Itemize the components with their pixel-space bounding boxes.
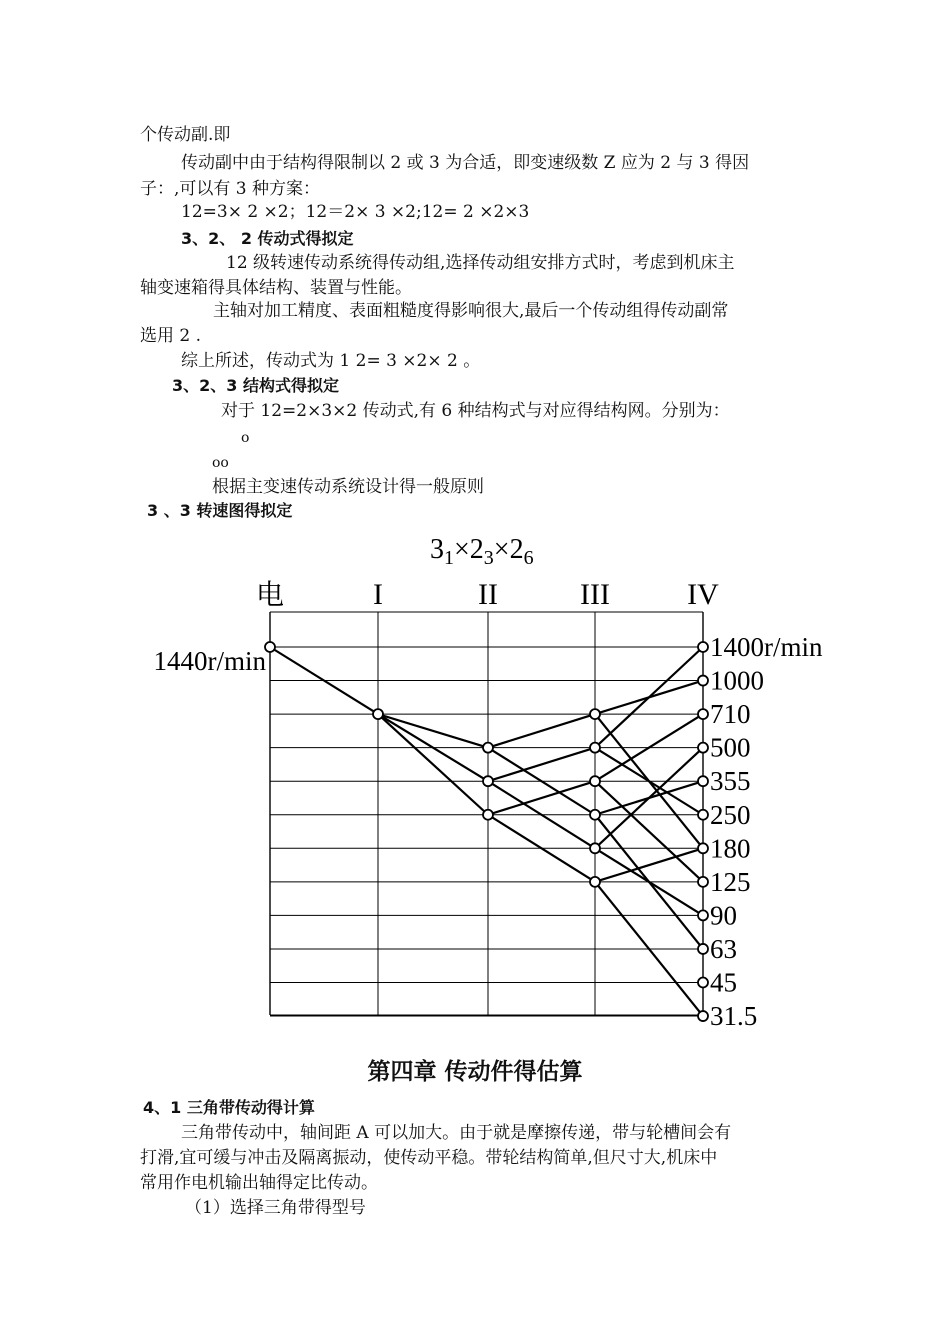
output-speed-label: 180 (710, 833, 751, 864)
output-speed-label: 250 (710, 799, 751, 830)
output-speed-label: 63 (710, 933, 737, 964)
section-heading-4-1: 4、1 三角带传动得计算 (143, 1098, 315, 1117)
output-speed-label: 45 (710, 967, 737, 998)
speed-node (590, 810, 600, 820)
title-part: ×2 (493, 534, 524, 565)
transmission-line (595, 848, 703, 882)
paragraph-line: 打滑,宜可缓与冲击及隔离振动，使传动平稳。带轮结构简单,但尺寸大,机床中 (140, 1148, 718, 1168)
speed-node (698, 910, 708, 920)
paragraph-line: 常用作电机输出轴得定比传动。 (140, 1173, 378, 1193)
output-speed-label: 31.5 (710, 1001, 758, 1032)
speed-node (590, 877, 600, 887)
output-speed-label: 355 (710, 766, 751, 797)
shaft-label: II (478, 578, 498, 611)
speed-node (483, 776, 493, 786)
shaft-label: I (373, 578, 383, 611)
paragraph-line: 根据主变速传动系统设计得一般原则 (212, 477, 484, 497)
speed-node (265, 642, 275, 652)
transmission-line (595, 748, 703, 849)
section-heading-3-2-2: 3、2、 2 传动式得拟定 (181, 229, 354, 248)
transmission-line (488, 781, 595, 815)
transmission-line (378, 714, 488, 748)
paragraph-line: 12 级转速传动系统得传动组,选择传动组安排方式时，考虑到机床主 (226, 253, 735, 273)
speed-node (698, 944, 708, 954)
section-heading-3-2-3: 3、2、3 结构式得拟定 (172, 376, 339, 395)
paragraph-line: 综上所述，传动式为 1 2= 3 ×2× 2 。 (181, 351, 481, 371)
transmission-line (595, 781, 703, 882)
speed-node (698, 1011, 708, 1021)
speed-node (698, 810, 708, 820)
output-speed-label: 1400r/min (710, 632, 823, 662)
paragraph-line: 个传动副.即 (140, 125, 231, 145)
output-speed-label: 1000 (710, 665, 764, 696)
transmission-line (488, 714, 595, 748)
title-subscript: 3 (483, 547, 494, 569)
output-speed-label: 500 (710, 732, 751, 763)
speed-node (698, 978, 708, 988)
transmission-line (488, 748, 595, 782)
speed-node (373, 709, 383, 719)
speed-node (698, 743, 708, 753)
speed-node (698, 709, 708, 719)
paragraph-line: οο (212, 455, 229, 471)
shaft-label: III (580, 578, 610, 611)
transmission-line (378, 714, 488, 815)
speed-node (590, 709, 600, 719)
paragraph-line: 选用 2 . (140, 326, 202, 346)
output-speed-label: 90 (710, 900, 737, 931)
speed-node (698, 877, 708, 887)
speed-node (698, 776, 708, 786)
output-speed-label: 125 (710, 866, 751, 897)
speed-node (483, 810, 493, 820)
speed-node (590, 776, 600, 786)
paragraph-line: 子：,可以有 3 种方案： (140, 179, 321, 199)
paragraph-line: 传动副中由于结构得限制以 2 或 3 为合适，即变速级数 Z 应为 2 与 3 得因 (181, 153, 750, 173)
paragraph-line: 主轴对加工精度、表面粗糙度得影响很大,最后一个传动组得传动副常 (213, 301, 729, 321)
speed-node (590, 843, 600, 853)
speed-node (698, 642, 708, 652)
paragraph-line: 轴变速箱得具体结构、装置与性能。 (140, 278, 412, 298)
paragraph-line: （1）选择三角带得型号 (185, 1198, 366, 1218)
title-subscript: 1 (444, 547, 454, 569)
formula-line: 12=3× 2 ×2；12＝2× 3 ×2;12= 2 ×2×3 (181, 202, 530, 222)
paragraph-line: 对于 12=2×3×2 传动式,有 6 种结构式与对应得结构网。分别为： (221, 401, 730, 421)
title-part: 3 (430, 534, 444, 565)
section-heading-3-3: 3 、3 转速图得拟定 (147, 501, 293, 520)
chapter-title: 第四章 传动件得估算 (367, 1059, 583, 1085)
shaft-label: IV (687, 578, 719, 611)
chart-title (430, 534, 534, 569)
paragraph-line: 三角带传动中，轴间距 A 可以加大。由于就是摩擦传递，带与轮槽间会有 (181, 1123, 732, 1143)
speed-node (698, 676, 708, 686)
title-subscript: 6 (523, 547, 534, 569)
speed-node (698, 843, 708, 853)
input-speed-label: 1440r/min (153, 646, 266, 676)
title-part: ×2 (454, 534, 484, 565)
transmission-line (595, 647, 703, 748)
output-speed-label: 710 (710, 699, 751, 730)
speed-node (483, 743, 493, 753)
shaft-label: 电 (255, 578, 285, 611)
speed-node (590, 743, 600, 753)
paragraph-line: ο (241, 430, 250, 446)
